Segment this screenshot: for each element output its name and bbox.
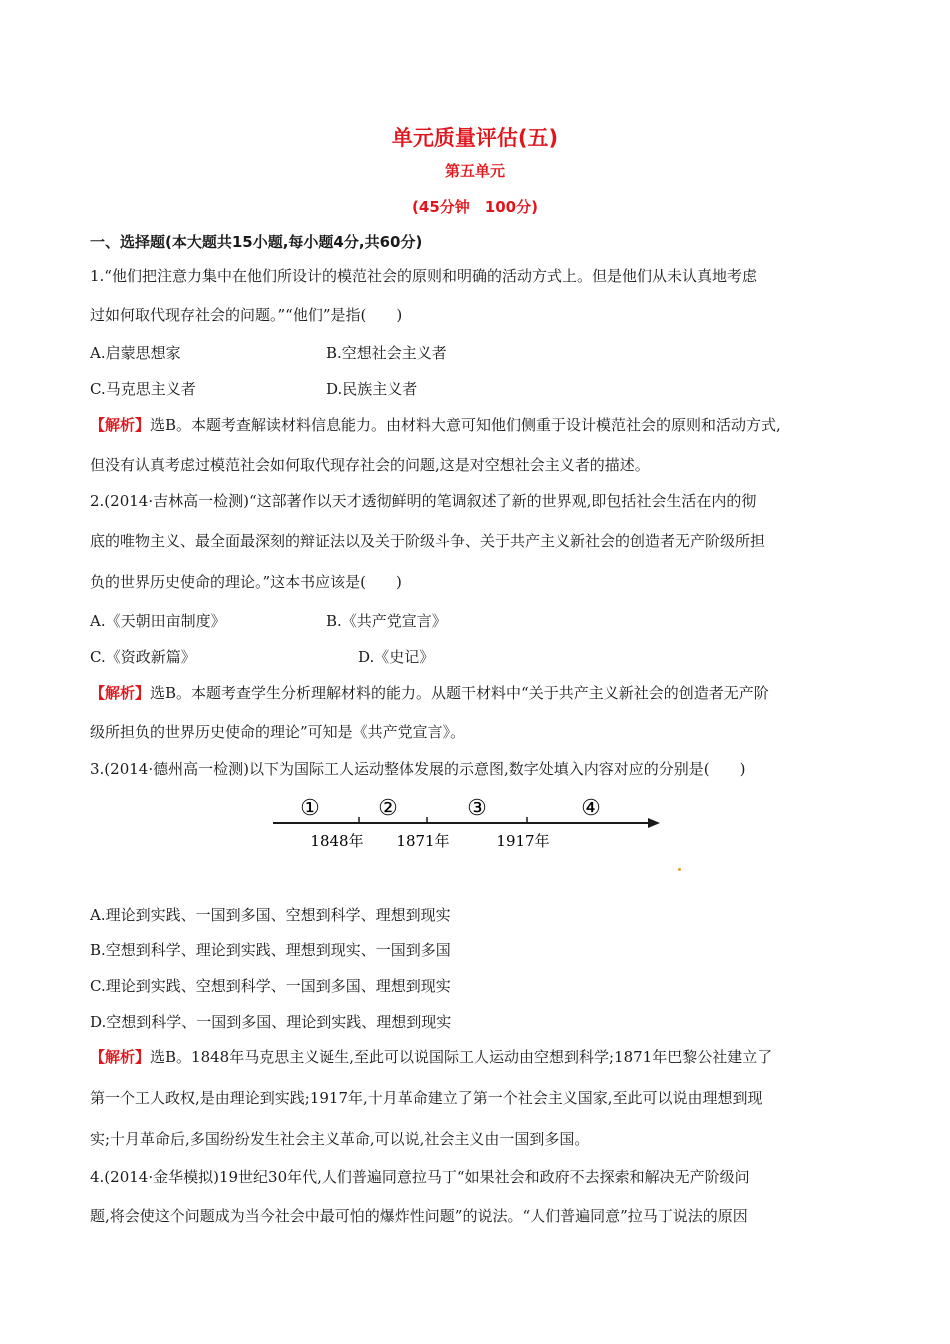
q4-stem-line2: 题,将会使这个问题成为当今社会中最可怕的爆炸性问题”的说法。“人们普遍同意”拉马丁说法的原因 bbox=[90, 1207, 748, 1225]
q3-option-b: B.空想到科学、理论到实践、理想到现实、一国到多国 bbox=[90, 941, 451, 959]
q1-stem-line2: 过如何取代现存社会的问题。”“他们”是指( ) bbox=[90, 306, 403, 324]
q1-option-b: B.空想社会主义者 bbox=[326, 344, 447, 362]
q2-option-b: B.《共产党宣言》 bbox=[326, 612, 447, 630]
timeline-arrowhead bbox=[648, 818, 660, 828]
analysis-tag: 【解析】 bbox=[90, 684, 151, 702]
analysis-tag: 【解析】 bbox=[90, 416, 151, 434]
q1-analysis-line1 bbox=[90, 414, 781, 435]
q2-analysis-line2: 级所担负的世界历史使命的理论”可知是《共产党宣言》。 bbox=[90, 723, 466, 741]
q1-stem-line1: 1.“他们把注意力集中在他们所设计的模范社会的原则和明确的活动方式上。但是他们从未认真地考虑 bbox=[90, 267, 757, 285]
analysis-tag: 【解析】 bbox=[90, 1048, 151, 1066]
q2-stem-line1: 2.(2014·吉林高一检测)“这部著作以天才透彻鲜明的笔调叙述了新的世界观,即包括社会生活在内的彻 bbox=[90, 492, 757, 510]
timeline-marker-3: ③ bbox=[467, 796, 487, 821]
q4-stem-line1: 4.(2014·金华模拟)19世纪30年代,人们普遍同意拉马丁“如果社会和政府不去探索和解决无产阶级问 bbox=[90, 1168, 750, 1186]
q2-option-a: A.《天朝田亩制度》 bbox=[90, 612, 226, 630]
q3-analysis-line1 bbox=[90, 1046, 772, 1067]
q3-analysis-line2: 第一个工人政权,是由理论到实践;1917年,十月革命建立了第一个社会主义国家,至此可以说由理想到现 bbox=[90, 1089, 763, 1107]
timeline-marker-4: ④ bbox=[581, 796, 601, 821]
q1-analysis-text: 选B。本题考查解读材料信息能力。由材料大意可知他们侧重于设计模范社会的原则和活动方式, bbox=[150, 416, 781, 434]
page-title: 单元质量评估(五) bbox=[391, 126, 559, 150]
q1-option-d: D.民族主义者 bbox=[326, 380, 418, 398]
q3-option-d: D.空想到科学、一国到多国、理论到实践、理想到现实 bbox=[90, 1013, 452, 1031]
timeline-year-1871: 1871年 bbox=[396, 832, 450, 850]
stray-dot bbox=[678, 868, 681, 871]
section-heading: 一、选择题(本大题共15小题,每小题4分,共60分) bbox=[90, 233, 423, 251]
q1-analysis-line2: 但没有认真考虑过模范社会如何取代现存社会的问题,这是对空想社会主义者的描述。 bbox=[90, 456, 650, 474]
timeline-year-1848: 1848年 bbox=[310, 832, 364, 850]
time-score-label: (45分钟 100分) bbox=[412, 198, 538, 216]
q2-analysis-line1 bbox=[90, 682, 769, 703]
timeline-year-1917: 1917年 bbox=[496, 832, 550, 850]
q2-stem-line2: 底的唯物主义、最全面最深刻的辩证法以及关于阶级斗争、关于共产主义新社会的创造者无产阶级所担 bbox=[90, 532, 766, 550]
q2-stem-line3: 负的世界历史使命的理论。”这本书应该是( ) bbox=[90, 573, 402, 591]
q2-option-d: D.《史记》 bbox=[358, 648, 435, 666]
q3-analysis-text: 选B。1848年马克思主义诞生,至此可以说国际工人运动由空想到科学;1871年巴黎公社建立了 bbox=[150, 1048, 773, 1066]
q3-stem-line1: 3.(2014·德州高一检测)以下为国际工人运动整体发展的示意图,数字处填入内容对应的分别是( ) bbox=[90, 760, 746, 778]
q3-option-c: C.理论到实践、空想到科学、一国到多国、理想到现实 bbox=[90, 977, 451, 995]
unit-label: 第五单元 bbox=[444, 162, 505, 180]
q2-option-c: C.《资政新篇》 bbox=[90, 648, 196, 666]
q3-option-a: A.理论到实践、一国到多国、空想到科学、理想到现实 bbox=[90, 906, 451, 924]
timeline-marker-1: ① bbox=[300, 796, 320, 821]
q1-option-a: A.启蒙思想家 bbox=[90, 344, 181, 362]
q1-option-c: C.马克思主义者 bbox=[90, 380, 196, 398]
q2-analysis-text: 选B。本题考查学生分析理解材料的能力。从题干材料中“关于共产主义新社会的创造者无产阶 bbox=[150, 684, 769, 702]
timeline-diagram bbox=[270, 790, 670, 856]
q3-analysis-line3: 实;十月革命后,多国纷纷发生社会主义革命,可以说,社会主义由一国到多国。 bbox=[90, 1130, 590, 1148]
timeline-marker-2: ② bbox=[378, 796, 398, 821]
